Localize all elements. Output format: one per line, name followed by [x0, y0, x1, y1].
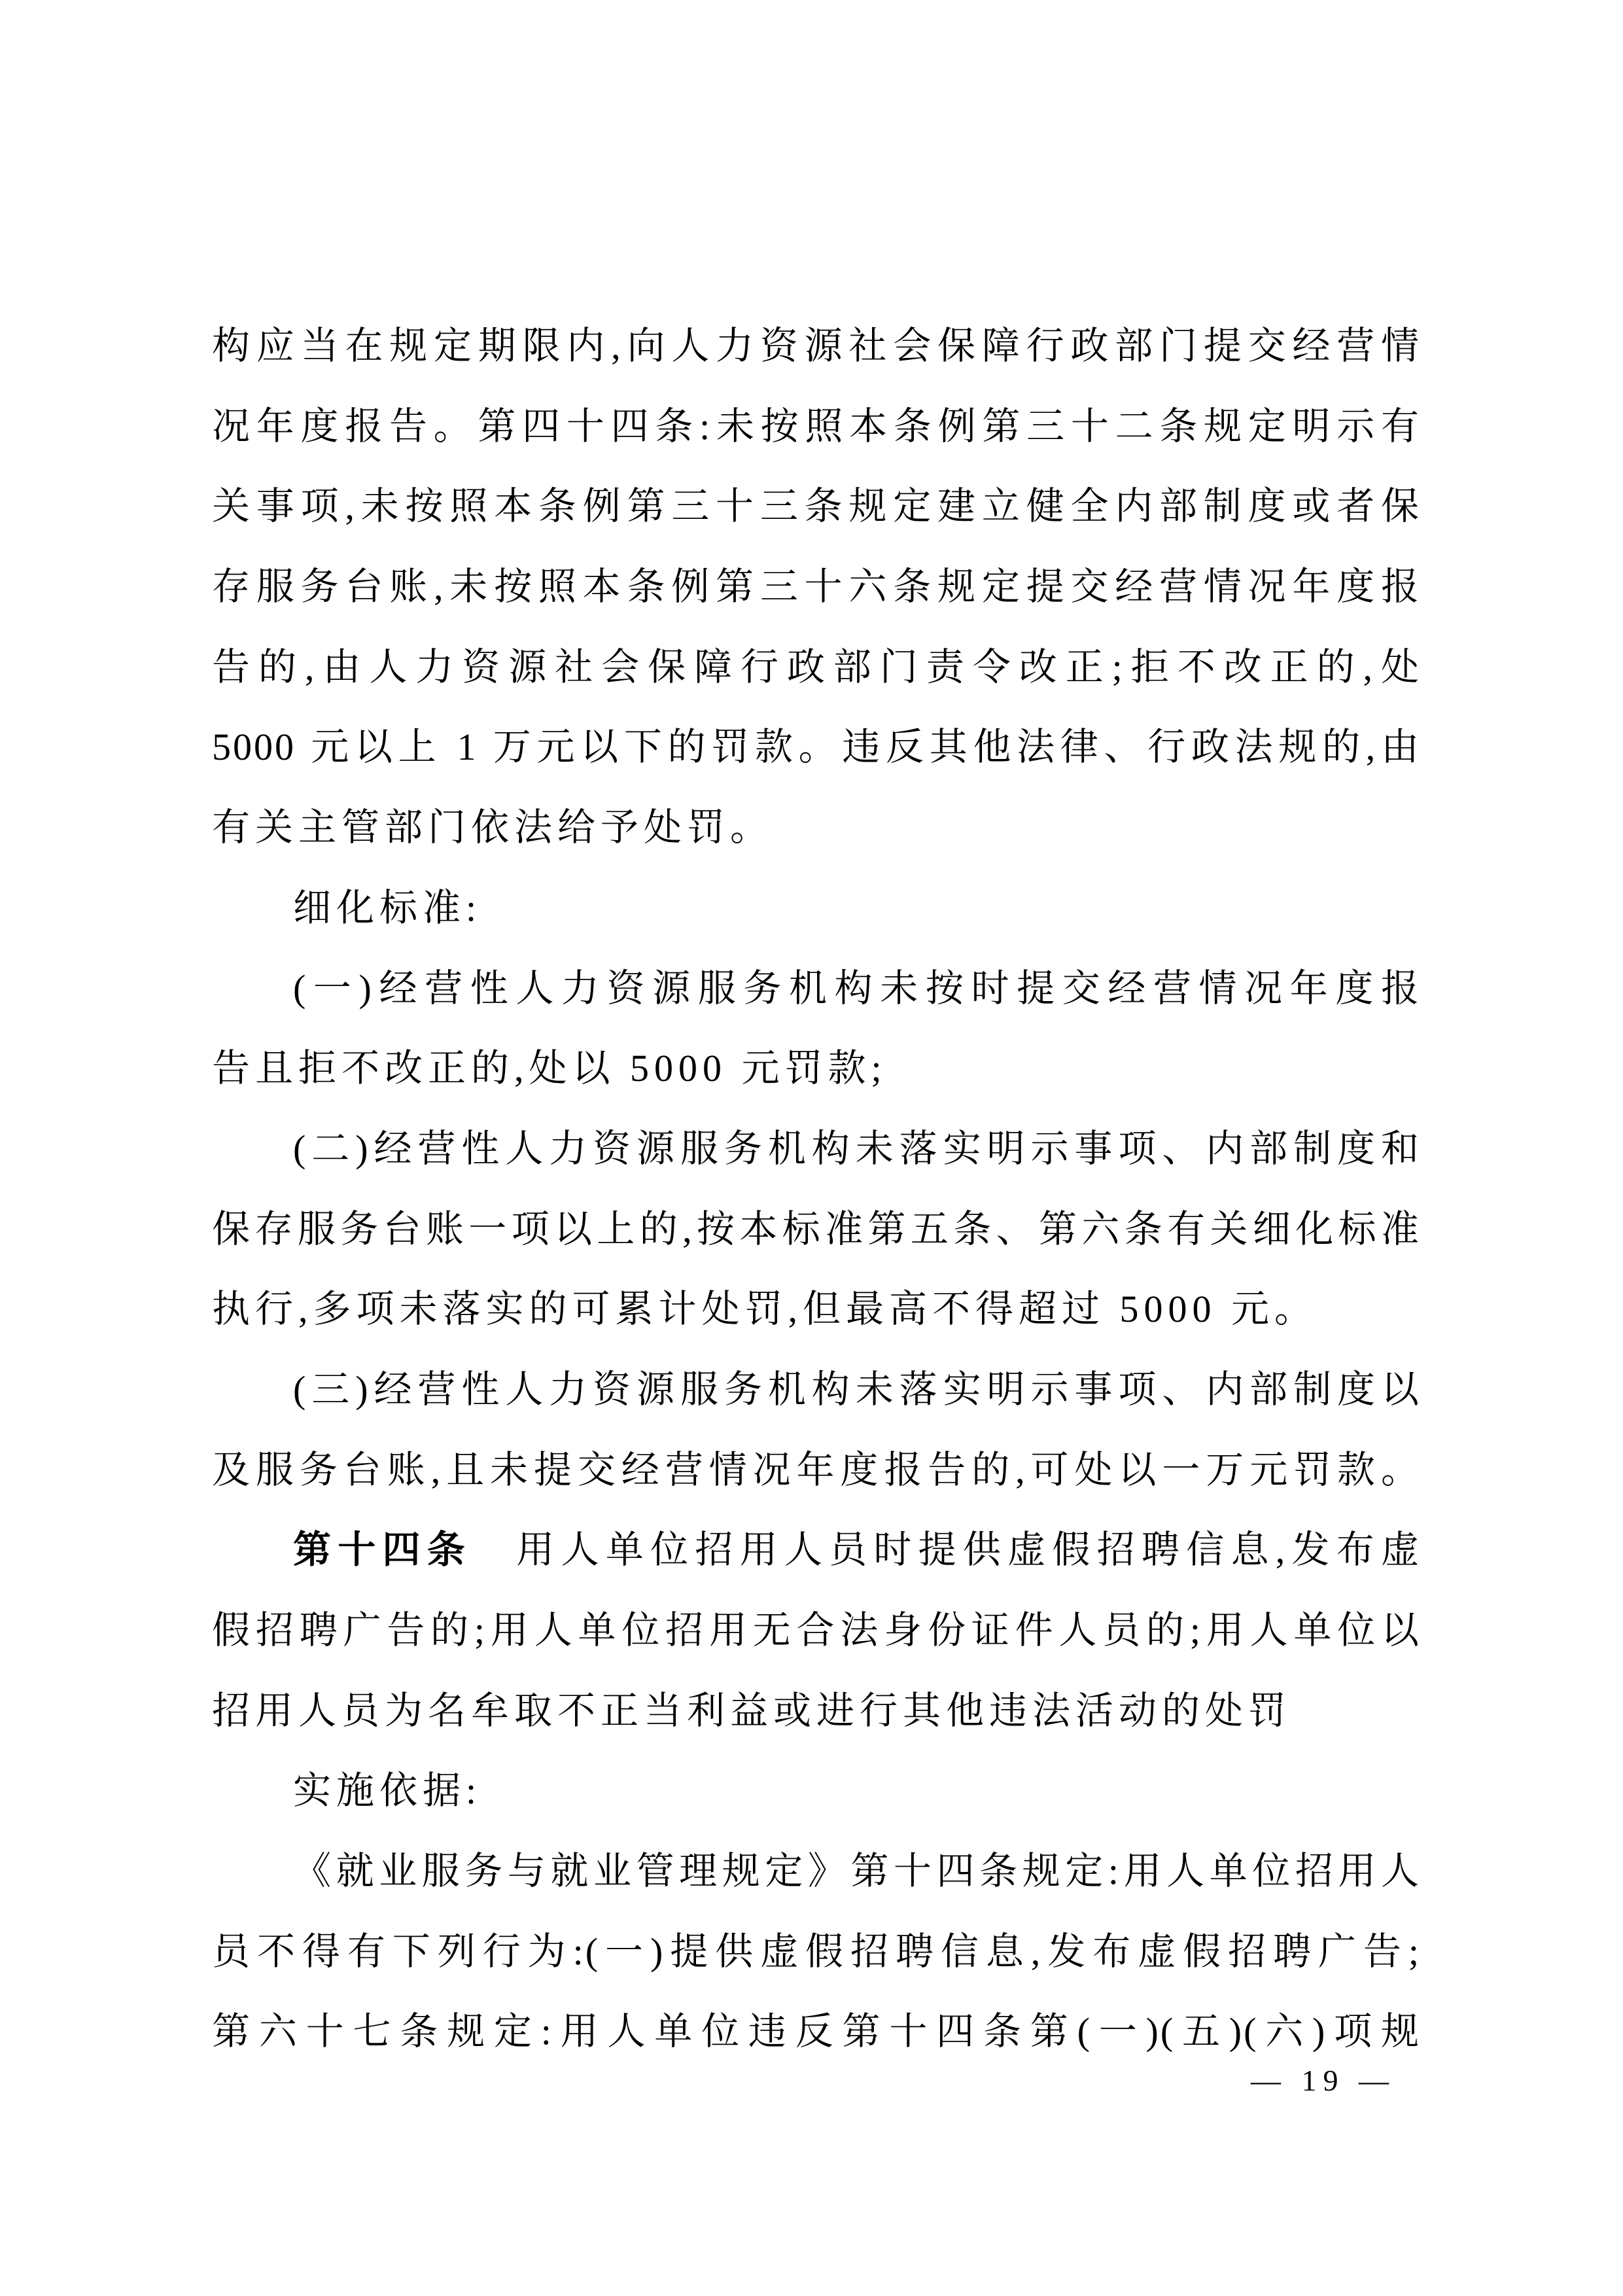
text-line	[212, 1831, 1421, 1912]
text-line	[212, 627, 1421, 708]
text-line	[212, 1350, 1421, 1430]
text-segment: 用人单位招用人员时提供虚假招聘信息,发布虚	[472, 1528, 1421, 1572]
text-line	[212, 1671, 1421, 1752]
text-line	[212, 1912, 1421, 1992]
text-line	[212, 1591, 1421, 1671]
text-segment: 5000 元以上 1 万元以下的罚款。违反其他法律、行政法规的,由	[212, 726, 1421, 769]
text-block	[212, 306, 1421, 2072]
text-segment: (二)经营性人力资源服务机构未落实明示事项、内部制度和	[293, 1127, 1421, 1170]
text-segment: 假招聘广告的;用人单位招用无合法身份证件人员的;用人单位以	[212, 1609, 1421, 1651]
text-line	[212, 306, 1421, 387]
text-segment: (一)经营性人力资源服务机构未按时提交经营情况年度报	[293, 966, 1421, 1010]
text-line	[212, 1751, 1421, 1831]
text-segment: (三)经营性人力资源服务机构未落实明示事项、内部制度以	[293, 1368, 1421, 1411]
text-segment: 告且拒不改正的,处以 5000 元罚款;	[212, 1047, 887, 1090]
text-segment: 实施依据:	[293, 1769, 482, 1812]
text-segment: 第六十七条规定:用人单位违反第十四条第(一)(五)(六)项规	[212, 2010, 1421, 2053]
text-segment: 细化标准:	[293, 886, 482, 929]
text-line	[212, 467, 1421, 547]
text-segment: 及服务台账,且未提交经营情况年度报告的,可处以一万元罚款。	[212, 1448, 1421, 1491]
text-line	[212, 707, 1421, 788]
text-segment: 关事项,未按照本条例第三十三条规定建立健全内部制度或者保	[212, 485, 1421, 528]
text-line	[212, 949, 1421, 1029]
text-line	[212, 1029, 1421, 1109]
article-number-bold: 第十四条	[293, 1528, 472, 1572]
text-segment: 员不得有下列行为:(一)提供虚假招聘信息,发布虚假招聘广告;	[212, 1930, 1421, 1973]
text-segment: 《就业服务与就业管理规定》第十四条规定:用人单位招用人	[293, 1850, 1421, 1893]
text-segment: 有关主管部门依法给予处罚。	[212, 806, 774, 849]
text-line	[212, 387, 1421, 467]
text-segment: 况年度报告。第四十四条:未按照本条例第三十二条规定明示有	[212, 404, 1421, 448]
text-line	[212, 547, 1421, 627]
text-line	[212, 1992, 1421, 2072]
text-segment: 告的,由人力资源社会保障行政部门责令改正;拒不改正的,处	[212, 645, 1421, 688]
footer-page-number: — 19 —	[1251, 2064, 1395, 2097]
text-segment: 存服务台账,未按照本条例第三十六条规定提交经营情况年度报	[212, 565, 1421, 609]
text-segment: 构应当在规定期限内,向人力资源社会保障行政部门提交经营情	[212, 325, 1421, 367]
text-line	[212, 1269, 1421, 1350]
text-line	[212, 788, 1421, 868]
text-segment: 保存服务台账一项以上的,按本标准第五条、第六条有关细化标准	[212, 1207, 1421, 1250]
text-line	[212, 868, 1421, 949]
text-line	[212, 1430, 1421, 1511]
text-line	[212, 1109, 1421, 1190]
text-line	[212, 1510, 1421, 1591]
text-line	[212, 1190, 1421, 1270]
text-segment: 执行,多项未落实的可累计处罚,但最高不得超过 5000 元。	[212, 1288, 1318, 1331]
text-segment: 招用人员为名牟取不正当利益或进行其他违法活动的处罚	[212, 1689, 1292, 1732]
